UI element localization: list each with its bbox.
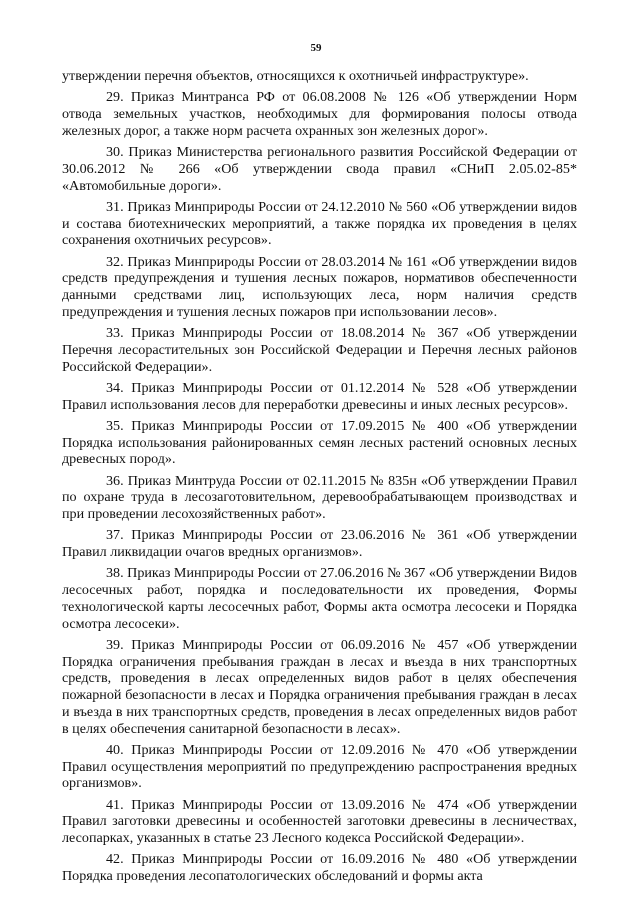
document-body xyxy=(62,68,577,889)
list-item-40: 40. Приказ Минприроды России от 12.09.2016 № 470 «Об утверждении Правил осуществления мероприятий по предупреждению распространения вредных организмов». xyxy=(62,741,577,792)
list-item-30: 30. Приказ Министерства регионального развития Российской Федерации от 30.06.2012 № 266 «Об утверждении свода правил «СНиП 2.05.02-85* «Автомобильные дороги». xyxy=(62,144,577,194)
list-item-41: 41. Приказ Минприроды России от 13.09.2016 № 474 «Об утверждении Правил заготовки древесины и особенностей заготовки древесины в лесничествах, лесопарках, указанных в статье 23 Лесного кодекса Российской Федерации». xyxy=(62,796,577,846)
list-item-31: 31. Приказ Минприроды России от 24.12.2010 № 560 «Об утверждении видов и состава биотехнических мероприятий, а также порядка их проведения в целях сохранения охотничьих ресурсов». xyxy=(62,198,577,249)
list-item-37: 37. Приказ Минприроды России от 23.06.2016 № 361 «Об утверждении Правил ликвидации очагов вредных организмов». xyxy=(62,527,577,560)
list-item-33: 33. Приказ Минприроды России от 18.08.2014 № 367 «Об утверждении Перечня лесорастительных зон Российской Федерации и Перечня лесных районов Российской Федерации». xyxy=(62,325,577,375)
list-item-29: 29. Приказ Минтранса РФ от 06.08.2008 № 126 «Об утверждении Норм отвода земельных участков, необходимых для формирования полосы отвода железных дорог, а также норм расчета охранных зон железных дорог». xyxy=(62,89,577,139)
page-number: 59 xyxy=(310,42,322,54)
list-item-32: 32. Приказ Минприроды России от 28.03.2014 № 161 «Об утверждении видов средств предупреждения и тушения лесных пожаров, нормативов обеспеченности данными средствами лиц, использующих леса, норм наличия средств предупреждения и тушения лесных пожаров при использовании лесов». xyxy=(62,253,577,320)
list-item-38: 38. Приказ Минприроды России от 27.06.2016 № 367 «Об утверждении Видов лесосечных работ, порядка и последовательности их проведения, Формы технологической карты лесосечных работ, Формы акта осмотра лесосеки и Порядка осмотра лесосеки». xyxy=(62,565,577,632)
list-item-35: 35. Приказ Минприроды России от 17.09.2015 № 400 «Об утверждении Порядка использования районированных семян лесных растений основных лесных древесных пород». xyxy=(62,417,577,468)
paragraph-continuation: утверждении перечня объектов, относящихся к охотничьей инфраструктуре». xyxy=(62,68,529,84)
list-item-36: 36. Приказ Минтруда России от 02.11.2015 № 835н «Об утверждении Правил по охране труда в лесозаготовительном, деревообрабатывающем производствах и при проведении лесохозяйственных работ». xyxy=(62,472,577,522)
list-item-34: 34. Приказ Минприроды России от 01.12.2014 № 528 «Об утверждении Правил использования лесов для переработки древесины и иных лесных ресурсов». xyxy=(62,379,577,413)
list-item-42: 42. Приказ Минприроды России от 16.09.2016 № 480 «Об утверждении Порядка проведения лесопатологических обследований и формы акта xyxy=(62,851,577,884)
list-item-39: 39. Приказ Минприроды России от 06.09.2016 № 457 «Об утверждении Порядка ограничения пребывания граждан в лесах и въезда в них транспортных средств, проведения в лесах определенных видов работ в целях обеспечения пожарной безопасности в лесах и Порядка ограничения пребывания граждан в лесах и въезда в них транспортных средств, проведения в лесах определенных видов работ в целях обеспечения санитарной безопасности в лесах». xyxy=(62,636,577,737)
